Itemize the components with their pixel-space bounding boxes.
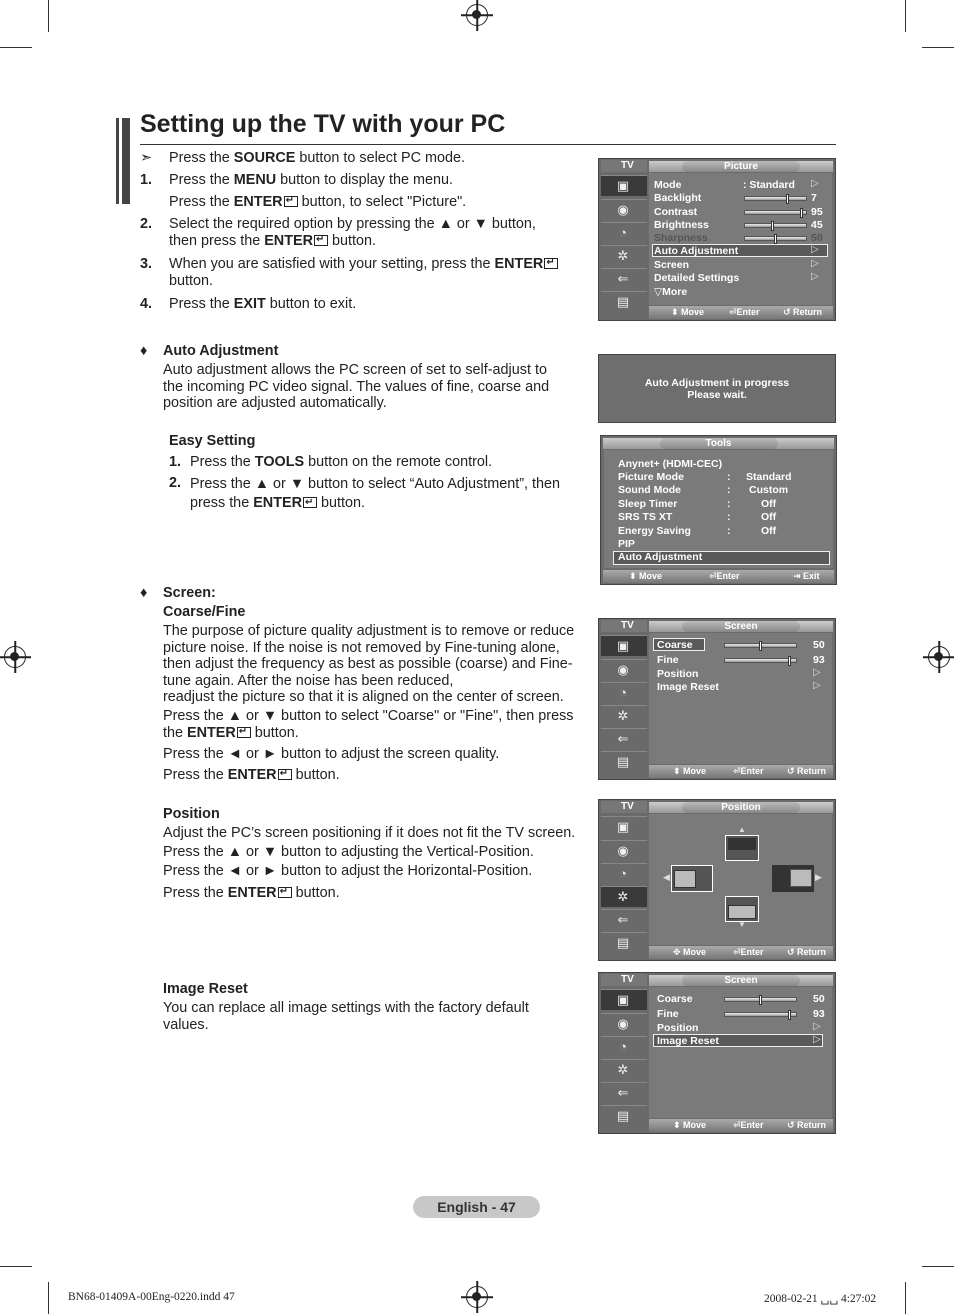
separator: : xyxy=(727,471,731,483)
page-number: English - 47 xyxy=(413,1196,540,1218)
sound-icon: ◉ xyxy=(617,202,629,217)
slider-thumb[interactable] xyxy=(759,995,762,1005)
osd-topbar xyxy=(649,621,833,632)
osd-footer xyxy=(649,946,833,959)
arrow-right-icon: ▷ xyxy=(813,667,821,678)
slider-thumb[interactable] xyxy=(788,656,791,666)
step-number: 4. xyxy=(140,296,153,312)
enter-icon xyxy=(278,887,292,898)
screen-instruction: Press the ▲ or ▼ button to select "Coarse" or "Fine", then press the ENTER↵ button. xyxy=(163,708,573,742)
sidebar-item-input[interactable] xyxy=(601,728,647,749)
step-number: 1. xyxy=(169,454,182,470)
enter-icon xyxy=(237,727,251,738)
progress-text: Auto Adjustment in progress xyxy=(644,377,790,389)
brightness-value: 45 xyxy=(811,219,823,231)
arrow-right-icon: ▷ xyxy=(813,680,821,691)
tab-screen: Screen xyxy=(682,621,800,632)
move-hint: ⬍ Move xyxy=(673,766,707,776)
channel-icon: ◔ xyxy=(619,225,627,240)
menu-item-coarse[interactable]: Coarse xyxy=(657,993,693,1005)
enter-icon xyxy=(314,235,328,246)
picture-icon: ▣ xyxy=(616,638,630,653)
arrow-up-icon: ▲ xyxy=(738,825,746,834)
auto-adjustment-progress-osd xyxy=(598,354,836,423)
enter-hint: ⏎Enter xyxy=(729,307,760,317)
slider-thumb[interactable] xyxy=(800,208,803,218)
crop-mark xyxy=(922,1266,954,1267)
separator: : xyxy=(727,511,731,523)
gear-icon: ✲ xyxy=(617,1062,629,1077)
fine-value: 93 xyxy=(813,1008,825,1020)
osd-main xyxy=(649,633,832,764)
osd-footer xyxy=(649,1119,833,1132)
menu-item-picture-mode[interactable]: Picture Mode xyxy=(618,471,684,483)
osd-sidebar xyxy=(599,973,648,1133)
sound-icon: ◉ xyxy=(617,1016,629,1031)
menu-item-backlight[interactable]: Backlight xyxy=(654,192,702,204)
tab-position: Position xyxy=(682,802,800,813)
return-hint: ↺ Return xyxy=(787,947,827,957)
footer-file-info: BN68-01409A-00Eng-0220.indd 47 xyxy=(68,1291,235,1303)
step-1: Press the MENU button to display the menu. xyxy=(169,172,453,188)
bullet-icon: ♦ xyxy=(140,343,148,359)
tab-tools: Tools xyxy=(660,438,778,449)
registration-mark-icon xyxy=(466,4,488,26)
separator: : xyxy=(727,484,731,496)
screen-instruction: Press the ◄ or ► button to adjust the screen quality. xyxy=(163,746,500,762)
separator: : xyxy=(727,525,731,537)
position-line: Press the ENTER↵ button. xyxy=(163,885,340,902)
slider-thumb[interactable] xyxy=(786,194,789,204)
osd-main xyxy=(649,987,832,1118)
title-side-bar xyxy=(116,118,130,204)
menu-item-auto-adjustment[interactable]: Auto Adjustment xyxy=(618,551,703,563)
osd-topbar xyxy=(649,802,833,813)
position-right-box xyxy=(772,865,814,892)
menu-item-auto-adjustment[interactable]: Auto Adjustment xyxy=(654,245,739,257)
gear-icon: ✲ xyxy=(617,889,629,904)
osd-topbar xyxy=(603,438,834,449)
energy-saving-value: Off xyxy=(761,525,777,537)
sidebar-item-application[interactable] xyxy=(601,751,647,772)
easy-setting-heading: Easy Setting xyxy=(169,433,256,449)
sidebar-item-application[interactable] xyxy=(601,291,647,312)
menu-item-sharpness[interactable]: Sharpness xyxy=(654,232,708,244)
easy-step-2: Press the ▲ or ▼ button to select “Auto Adjustment”, then press the ENTER↵ button. xyxy=(190,475,560,513)
return-hint: ↺ Return xyxy=(787,766,827,776)
menu-item-image-reset[interactable]: Image Reset xyxy=(657,681,719,693)
separator: : xyxy=(727,498,731,510)
subsection-heading: Coarse/Fine xyxy=(163,604,246,620)
enter-icon xyxy=(303,497,317,508)
menu-item-pip[interactable]: PIP xyxy=(618,538,635,550)
sidebar-item-application[interactable] xyxy=(601,1105,647,1126)
contrast-slider[interactable] xyxy=(744,210,807,215)
arrow-right-icon: ▷ xyxy=(813,1034,821,1045)
menu-item-sound-mode[interactable]: Sound Mode xyxy=(618,484,681,496)
page-title: Setting up the TV with your PC xyxy=(140,110,506,138)
sidebar-item-picture[interactable] xyxy=(601,989,647,1010)
sidebar-item-picture[interactable] xyxy=(601,635,647,656)
sidebar-item-setup[interactable] xyxy=(601,1059,647,1080)
picture-icon: ▣ xyxy=(616,819,630,834)
osd-sidebar xyxy=(599,800,648,960)
arrow-right-icon: ▷ xyxy=(811,178,819,189)
backlight-value: 7 xyxy=(811,192,817,204)
channel-icon: ◔ xyxy=(619,1039,627,1054)
enter-hint: ⏎Enter xyxy=(733,1120,764,1130)
sharpness-value: 50 xyxy=(811,232,823,244)
tv-label: TV xyxy=(601,160,647,172)
sound-icon: ◉ xyxy=(617,843,629,858)
enter-hint: ⏎Enter xyxy=(733,947,764,957)
menu-item-screen[interactable]: Screen xyxy=(654,259,690,271)
registration-mark-icon xyxy=(928,646,950,668)
osd-sidebar xyxy=(599,159,648,320)
application-icon: ▤ xyxy=(616,1108,630,1123)
channel-icon: ◔ xyxy=(619,866,627,881)
menu-item-srs[interactable]: SRS TS XT xyxy=(618,511,673,523)
registration-mark-icon xyxy=(466,1286,488,1308)
osd-sidebar xyxy=(599,619,648,779)
arrow-right-icon: ▷ xyxy=(811,258,819,269)
enter-icon xyxy=(284,196,298,207)
position-line: Press the ▲ or ▼ button to adjusting the Vertical-Position. xyxy=(163,844,534,860)
step-3: When you are satisfied with your setting, press the ENTER↵ button. xyxy=(169,256,558,290)
subsection-heading: Position xyxy=(163,806,220,822)
input-icon: ⇐ xyxy=(617,912,629,927)
sleep-timer-value: Off xyxy=(761,498,777,510)
sound-icon: ◉ xyxy=(617,662,629,677)
crop-mark xyxy=(0,1266,32,1267)
menu-item-coarse[interactable]: Coarse xyxy=(657,639,693,651)
crop-mark xyxy=(922,47,954,48)
sidebar-item-channel[interactable] xyxy=(601,1036,647,1057)
move-hint: ⬍ Move xyxy=(671,307,705,317)
menu-item-anynet[interactable]: Anynet+ (HDMI-CEC) xyxy=(618,458,723,470)
osd-topbar xyxy=(649,161,833,172)
move-hint: ✥ Move xyxy=(673,947,707,957)
tools-menu-osd xyxy=(600,435,837,585)
move-hint: ⬍ Move xyxy=(673,1120,707,1130)
crop-mark xyxy=(48,1282,49,1314)
coarse-slider[interactable] xyxy=(724,643,797,648)
coarse-value: 50 xyxy=(813,639,825,651)
step-number: 3. xyxy=(140,256,153,272)
position-down-box xyxy=(725,896,759,922)
sidebar-item-input[interactable] xyxy=(601,909,647,930)
input-icon: ⇐ xyxy=(617,1085,629,1100)
sidebar-item-sound[interactable] xyxy=(601,199,647,220)
menu-item-image-reset[interactable]: Image Reset xyxy=(657,1035,719,1047)
osd-footer xyxy=(649,306,833,319)
crop-mark xyxy=(905,0,906,32)
osd-footer xyxy=(649,765,833,778)
menu-item-energy-saving[interactable]: Energy Saving xyxy=(618,525,691,537)
fine-value: 93 xyxy=(813,654,825,666)
tab-screen: Screen xyxy=(682,975,800,986)
step-intro: Press the SOURCE button to select PC mode. xyxy=(169,150,465,166)
return-hint: ↺ Return xyxy=(783,307,823,317)
move-hint: ⬍ Move xyxy=(629,571,663,581)
footer-timestamp: 2008-02-21 ␣␣ 4:27:02 xyxy=(764,1293,877,1305)
srs-value: Off xyxy=(761,511,777,523)
arrow-left-icon: ◀ xyxy=(663,872,670,882)
tab-picture: Picture xyxy=(682,161,800,172)
input-icon: ⇐ xyxy=(617,271,629,286)
picture-menu-osd xyxy=(598,158,836,321)
position-osd xyxy=(598,799,836,961)
enter-icon xyxy=(544,258,558,269)
sidebar-item-input[interactable] xyxy=(601,1082,647,1103)
sidebar-item-setup[interactable] xyxy=(601,705,647,726)
brightness-slider[interactable] xyxy=(744,223,807,228)
osd-footer xyxy=(603,570,834,583)
sidebar-item-setup[interactable] xyxy=(601,886,647,907)
contrast-value: 95 xyxy=(811,206,823,218)
tv-label: TV xyxy=(601,620,647,632)
menu-item-mode[interactable]: Mode xyxy=(654,179,682,191)
gear-icon: ✲ xyxy=(617,248,629,263)
sidebar-item-sound[interactable] xyxy=(601,840,647,861)
exit-hint: ⇥ Exit xyxy=(793,571,820,581)
screen-instruction: Press the ENTER↵ button. xyxy=(163,767,340,784)
menu-item-more[interactable]: ▽More xyxy=(654,286,688,298)
crop-mark xyxy=(48,0,49,32)
progress-wait-text: Please wait. xyxy=(687,389,747,401)
sidebar-item-application[interactable] xyxy=(601,932,647,953)
sidebar-item-picture[interactable] xyxy=(601,175,647,196)
mode-value: : Standard xyxy=(743,179,795,191)
registration-mark-icon xyxy=(4,646,26,668)
menu-item-contrast[interactable]: Contrast xyxy=(654,206,698,218)
position-up-box xyxy=(725,835,759,861)
bullet-icon: ♦ xyxy=(140,585,148,601)
section-body: Auto adjustment allows the PC screen of set to self-adjust to the incoming PC video signal. The values of fine, coarse and position are adjusted automatically. xyxy=(163,362,550,411)
coarse-slider[interactable] xyxy=(724,997,797,1002)
arrow-icon: ➣ xyxy=(140,150,153,166)
arrow-right-icon: ▷ xyxy=(811,271,819,282)
menu-item-fine[interactable]: Fine xyxy=(657,654,679,666)
enter-icon xyxy=(278,769,292,780)
easy-step-1: Press the TOOLS button on the remote control. xyxy=(190,454,493,470)
backlight-slider[interactable] xyxy=(744,196,807,201)
input-icon: ⇐ xyxy=(617,731,629,746)
step-number: 2. xyxy=(140,216,153,232)
arrow-right-icon: ▷ xyxy=(811,244,819,255)
slider-thumb[interactable] xyxy=(774,234,777,244)
picture-icon: ▣ xyxy=(616,992,630,1007)
slider-thumb[interactable] xyxy=(788,1010,791,1020)
tv-label: TV xyxy=(601,801,647,813)
application-icon: ▤ xyxy=(616,294,630,309)
sound-mode-value: Custom xyxy=(749,484,789,496)
channel-icon: ◔ xyxy=(619,685,627,700)
sidebar-item-sound[interactable] xyxy=(601,659,647,680)
crop-mark xyxy=(905,1282,906,1314)
sidebar-item-setup[interactable] xyxy=(601,245,647,266)
slider-thumb[interactable] xyxy=(759,641,762,651)
menu-item-detailed-settings[interactable]: Detailed Settings xyxy=(654,272,740,284)
step-4: Press the EXIT button to exit. xyxy=(169,296,357,312)
menu-item-sleep-timer[interactable]: Sleep Timer xyxy=(618,498,678,510)
subsection-heading: Image Reset xyxy=(163,981,248,997)
menu-item-brightness[interactable]: Brightness xyxy=(654,219,709,231)
coarse-value: 50 xyxy=(813,993,825,1005)
crop-mark xyxy=(0,47,32,48)
sharpness-slider[interactable] xyxy=(744,236,807,241)
gear-icon: ✲ xyxy=(617,708,629,723)
section-heading: Screen: xyxy=(163,585,216,601)
enter-hint: ⏎Enter xyxy=(709,571,740,581)
screen-menu-osd-coarse xyxy=(598,618,836,780)
application-icon: ▤ xyxy=(616,754,630,769)
menu-item-position[interactable]: Position xyxy=(657,1022,699,1034)
position-left-box xyxy=(671,865,713,892)
fine-slider[interactable] xyxy=(724,658,797,663)
arrow-right-icon: ▶ xyxy=(815,872,822,882)
return-hint: ↺ Return xyxy=(787,1120,827,1130)
osd-topbar xyxy=(649,975,833,986)
sidebar-item-sound[interactable] xyxy=(601,1013,647,1034)
step-number: 1. xyxy=(140,172,153,188)
sidebar-item-picture[interactable] xyxy=(601,816,647,837)
step-2: Select the required option by pressing the ▲ or ▼ button, then press the ENTER↵ button. xyxy=(169,216,536,250)
position-line: Adjust the PC’s screen positioning if it does not fit the TV screen. xyxy=(163,825,576,841)
sidebar-item-channel[interactable] xyxy=(601,682,647,703)
sidebar-item-input[interactable] xyxy=(601,268,647,289)
step-1b: Press the ENTER↵ button, to select "Picture". xyxy=(169,194,466,211)
menu-item-fine[interactable]: Fine xyxy=(657,1008,679,1020)
application-icon: ▤ xyxy=(616,935,630,950)
sidebar-item-channel[interactable] xyxy=(601,863,647,884)
enter-hint: ⏎Enter xyxy=(733,766,764,776)
picture-mode-value: Standard xyxy=(746,471,792,483)
arrow-right-icon: ▷ xyxy=(813,1021,821,1032)
title-rule xyxy=(140,144,836,145)
screen-menu-osd-image-reset xyxy=(598,972,836,1134)
position-line: Press the ◄ or ► button to adjust the Horizontal-Position. xyxy=(163,863,533,879)
sidebar-item-channel[interactable] xyxy=(601,222,647,243)
section-body: The purpose of picture quality adjustment is to remove or reduce picture noise. If the noise is not removed by Fine-tuning alone, then adjust the frequency as best as possible (coarse) and Fine- tune again. After the noise has been reduced, readjust the picture so that it is aligned on the center of screen. xyxy=(163,623,575,705)
arrow-down-icon: ▼ xyxy=(738,920,746,929)
menu-item-position[interactable]: Position xyxy=(657,668,699,680)
picture-icon: ▣ xyxy=(616,178,630,193)
section-heading: Auto Adjustment xyxy=(163,343,279,359)
fine-slider[interactable] xyxy=(724,1012,797,1017)
slider-thumb[interactable] xyxy=(771,221,774,231)
step-number: 2. xyxy=(169,475,182,491)
section-body: You can replace all image settings with the factory default values. xyxy=(163,1000,529,1033)
tv-label: TV xyxy=(601,974,647,986)
